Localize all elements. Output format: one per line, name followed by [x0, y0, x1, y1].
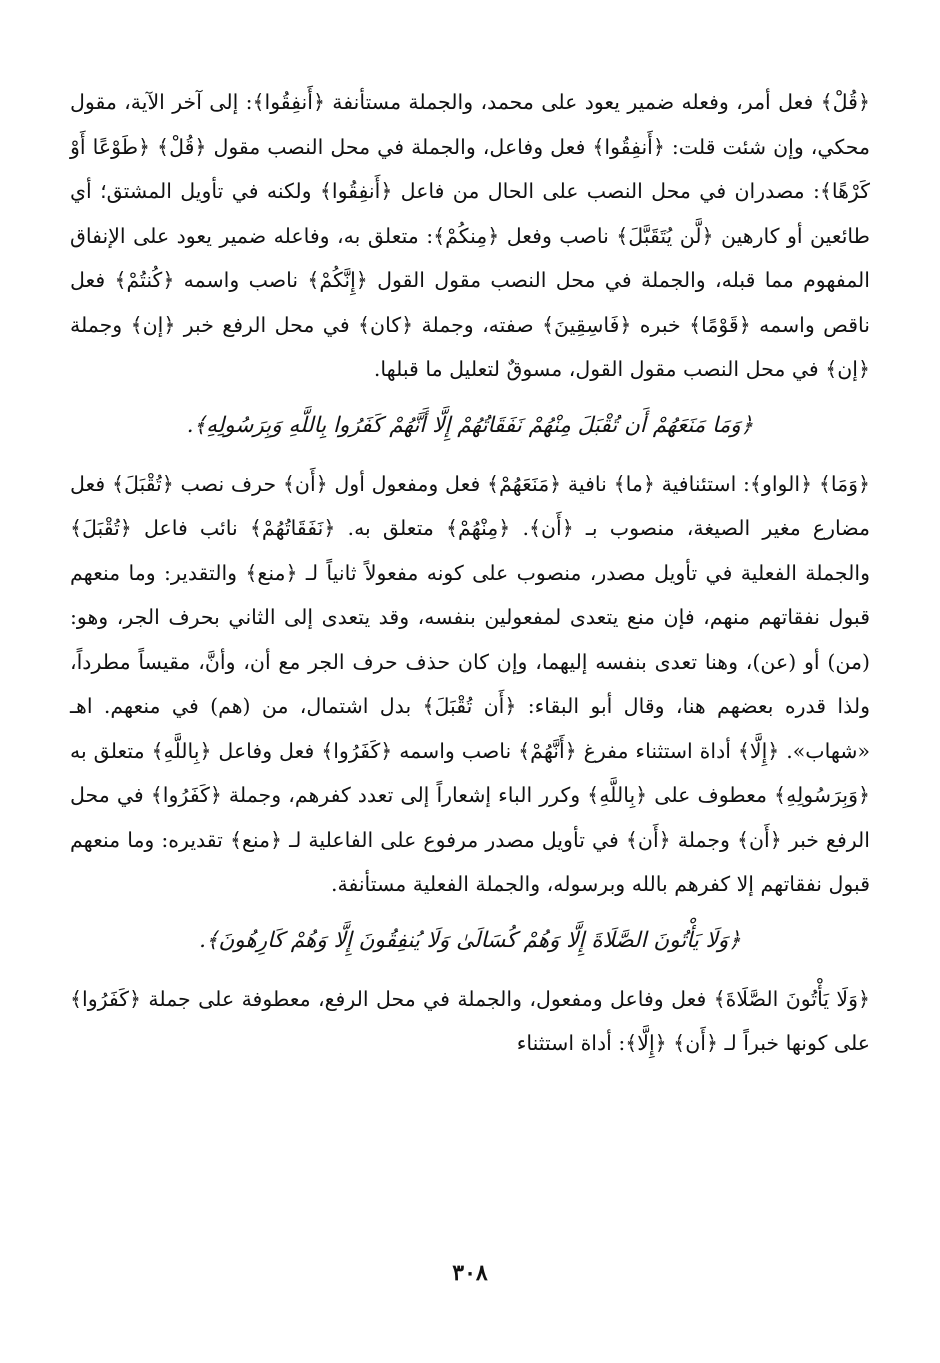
paragraph-text: ﴿قُلْ﴾ فعل أمر، وفعله ضمير يعود على محمد، والجملة مستأنفة ﴿أَنفِقُوا﴾: إلى آخر الآية، مقول محكي، وإن شئت قلت: ﴿أَنفِقُوا﴾ فعل وفاعل، والجملة في محل النصب مقول ﴿قُلْ﴾ ﴿طَوْعًا أَوْ كَرْهًا﴾: مصدران في محل النصب على الحال من فاعل ﴿أَنفِقُوا﴾ ولكنه في تأويل المشتق؛ أي طائعين أو كارهين ﴿لَّن يُتَقَبَّلَ﴾ ناصب وفعل ﴿مِنكُمْ﴾: متعلق به، وفاعله ضمير يعود على الإنفاق المفهوم مما قبله، والجملة في محل النصب مقول القول ﴿إِنَّكُمْ﴾ ناصب واسمه ﴿كُنتُمْ﴾ فعل ناقص واسمه ﴿قَوْمًا﴾ خبره ﴿فَاسِقِينَ﴾ صفته، وجملة ﴿كان﴾ في محل الرفع خبر ﴿إن﴾ وجملة ﴿إن﴾ في محل النصب مقول القول، مسوقٌ لتعليل ما قبلها.	[70, 90, 870, 381]
page-number: ٣٠٨	[452, 1260, 488, 1286]
quran-verse-2	[70, 919, 870, 963]
page-content	[70, 80, 870, 1066]
paragraph-text: ﴿وَمَا﴾ ﴿الواو﴾: استئنافية ﴿ما﴾ نافية ﴿مَنَعَهُمْ﴾ فعل ومفعول أول ﴿أَن﴾ حرف نصب ﴿تُقْبَلَ﴾ فعل مضارع مغير الصيغة، منصوب بـ ﴿أَن﴾. ﴿مِنْهُمْ﴾ متعلق به. ﴿نَفَقَاتُهُمْ﴾ نائب فاعل ﴿تُقْبَلَ﴾ والجملة الفعلية في تأويل مصدر، منصوب على كونه مفعولاً ثانياً لـ ﴿منع﴾ والتقدير: وما منعهم قبول نفقاتهم منهم، فإن منع يتعدى لمفعولين بنفسه، وقد يتعدى إلى الثاني بحرف الجر، وهو: (من) أو (عن)، وهنا تعدى بنفسه إليهما، وإن كان حذف حرف الجر مع أن، وأنَّ، مقيساً مطرداً، ولذا قدره بعضهم هنا، وقال أبو البقاء: ﴿أَن تُقْبَلَ﴾ بدل اشتمال، من (هم) في منعهم. اهـ «شهاب». ﴿إِلَّا﴾ أداة استثناء مفرغ ﴿أَنَّهُمْ﴾ ناصب واسمه ﴿كَفَرُوا﴾ فعل وفاعل ﴿بِاللَّهِ﴾ متعلق به ﴿وَبِرَسُولِهِ﴾ معطوف على ﴿بِاللَّهِ﴾ وكرر الباء إشعاراً إلى تعدد كفرهم، وجملة ﴿كَفَرُوا﴾ في محل الرفع خبر ﴿أَن﴾ وجملة ﴿أَن﴾ في تأويل مصدر مرفوع على الفاعلية لـ ﴿منع﴾ تقديره: وما منعهم قبول نفقاتهم إلا كفرهم بالله وبرسوله، والجملة الفعلية مستأنفة.	[70, 471, 870, 896]
verse-text: ﴿وَلَا يَأْتُونَ الصَّلَاةَ إِلَّا وَهُمْ كُسَالَىٰ وَلَا يُنفِقُونَ إِلَّا وَهُمْ كَارِهُونَ﴾.	[199, 927, 741, 953]
commentary-paragraph-2	[70, 462, 870, 907]
quran-verse-1	[70, 404, 870, 448]
commentary-paragraph-1	[70, 80, 870, 392]
commentary-paragraph-3	[70, 977, 870, 1066]
paragraph-text: ﴿وَلَا يَأْتُونَ الصَّلَاةَ﴾ فعل وفاعل ومفعول، والجملة في محل الرفع، معطوفة على جملة ﴿كَفَرُوا﴾ على كونها خبراً لـ ﴿أَن﴾ ﴿إِلَّا﴾: أداة استثناء	[70, 986, 870, 1055]
verse-text: ﴿وَمَا مَنَعَهُمْ أَن تُقْبَلَ مِنْهُمْ نَفَقَاتُهُمْ إِلَّا أَنَّهُمْ كَفَرُوا بِاللَّهِ وَبِرَسُولِهِ﴾.	[186, 412, 754, 438]
